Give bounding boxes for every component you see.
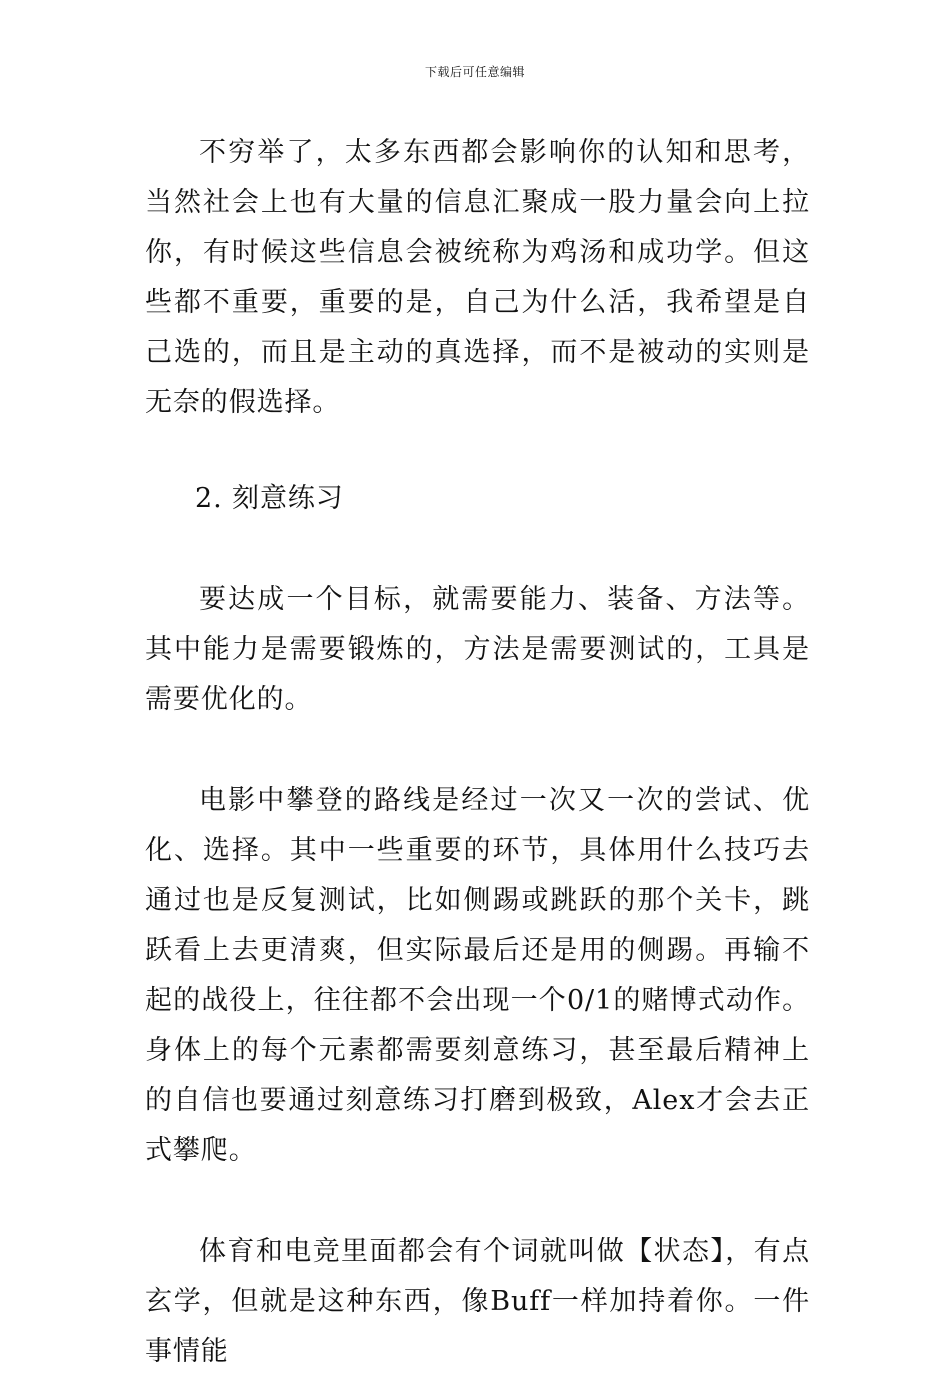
page-header: 下载后可任意编辑	[424, 65, 525, 79]
paragraph-2: 要达成一个目标，就需要能力、装备、方法等。其中能力是需要锻炼的，方法是需要测试的，工具是需要优化的。	[145, 584, 810, 715]
document-body	[145, 128, 810, 1377]
paragraph-4: 体育和电竞里面都会有个词就叫做【状态】，有点玄学，但就是这种东西，像Buff一样加持着你。一件事情能	[145, 1236, 810, 1367]
paragraph-1: 不穷举了，太多东西都会影响你的认知和思考，当然社会上也有大量的信息汇聚成一股力量会向上拉你，有时候这些信息会被统称为鸡汤和成功学。但这些都不重要，重要的是，自己为什么活，我希望是自己选的，而且是主动的真选择，而不是被动的实则是无奈的假选择。	[145, 137, 810, 418]
paragraph-3: 电影中攀登的路线是经过一次又一次的尝试、优化、选择。其中一些重要的环节，具体用什么技巧去通过也是反复测试，比如侧踢或跳跃的那个关卡，跳跃看上去更清爽，但实际最后还是用的侧踢。再输不起的战役上，往往都不会出现一个0/1的赌博式动作。身体上的每个元素都需要刻意练习，甚至最后精神上的自信也要通过刻意练习打磨到极致，Alex才会去正式攀爬。	[145, 785, 810, 1166]
section-heading-2: 2. 刻意练习	[195, 483, 344, 514]
